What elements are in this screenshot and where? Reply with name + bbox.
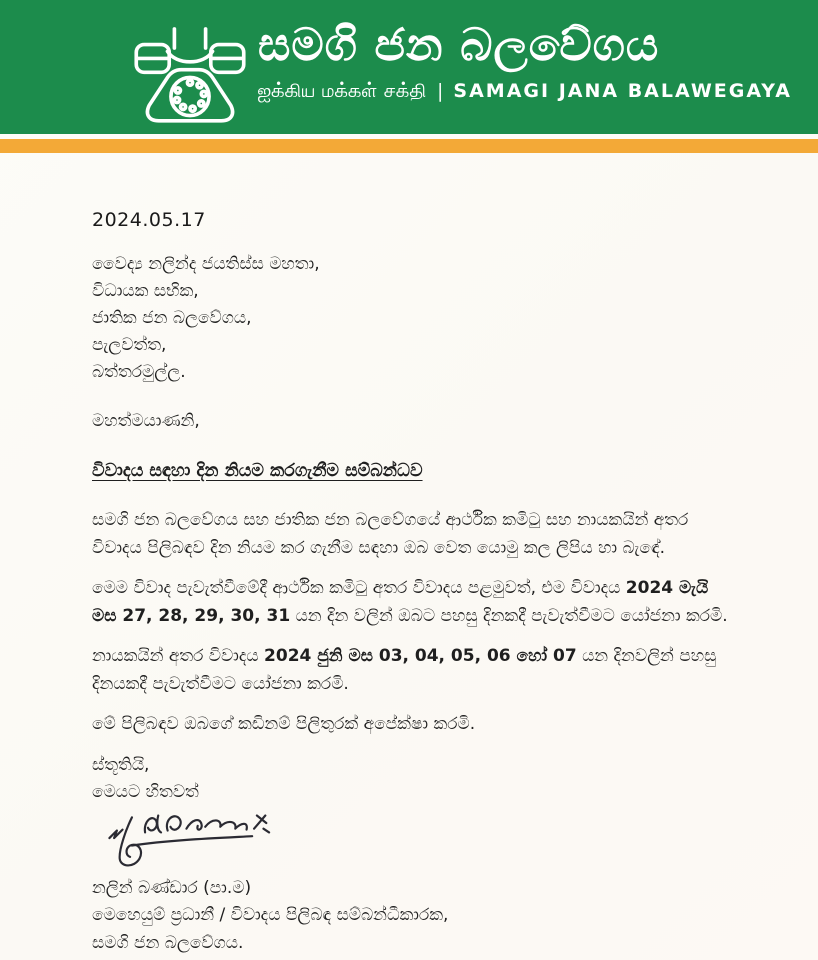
salutation: මහත්මයාණනි, [92,411,200,431]
signatory-name: නලින් බණ්ඩාර (පා.ම) [92,877,252,898]
paragraph-text: මෙම විවාද පැවැත්වීමේදී ආර්ථික කමිටු අතර විවාදය පළමුවත්, එම විවාදය [92,578,626,598]
paragraph-text: යන දින වලින් ඔබට පහසු දිනකදී පැවැත්වීමට යෝජනා කරමි. [290,605,728,626]
signatory-organization: සමගි ජන බලවේගය. [92,932,244,953]
closing-line: ස්තූතියි, [92,754,150,775]
recipient-line: ජාතික ජන බලවේගය, [92,308,252,328]
signatory-title: මෙහෙයුම් ප්‍රධානී / විවාදය පිලිබඳ සම්බන්ධීකාරක, [92,905,449,925]
closing-line: මෙයට හිතවත් [92,781,199,802]
paragraph-text-bold: 2024 මැයි මස 27, 28, 29, 30, 31 [92,578,709,626]
letter-paragraph [92,507,736,562]
recipient-line: විධායක සභික, [92,281,199,301]
letter-date: 2024.05.17 [92,209,206,231]
paragraph-text-bold: 2024 ජුනි මස 03, 04, 05, 06 හෝ 07 [264,646,577,666]
letter-paragraph [92,575,736,630]
subtitle-separator: | [437,80,444,102]
recipient-address-block [92,251,736,386]
recipient-line: බත්තරමුල්ල. [92,362,186,382]
signatory-block [92,875,736,958]
org-title-sinhala: සමගි ජන බලවේගය [258,18,660,71]
closing-block [92,752,736,806]
paragraph-text: මේ පිලිබඳව ඔබගේ කඩිනම් පිලිතුරක් අපේක්ෂා කරමි. [92,714,476,734]
letter-body [0,153,818,957]
paragraph-text: සමගි ජන බලවේගය සහ ජාතික ජන බලවේගයේ ආර්ථික කමිටු සහ නායකයින් අතර විවාදය පිලිබඳව දින නියම කර ගැනීම සඳහා ඔබ වෙත යොමු කල ලිපිය හා බැඳේ. [92,510,689,558]
header-banner [0,0,818,134]
org-title-tamil: ஐக்கிய மக்கள் சக்தி [258,80,428,102]
letter-paragraphs [92,507,736,739]
org-subtitle [258,78,792,104]
rotary-telephone-icon [126,22,254,126]
accent-stripe [0,139,818,153]
letter-paragraph [92,643,736,698]
letter-paragraph [92,711,736,739]
subject-line: විවාදය සඳහා දින නියම කරගැනීම සම්බන්ධව [92,461,423,481]
recipient-line: පැලවත්ත, [92,335,167,355]
paragraph-text: නායකයින් අතර විවාදය [92,646,265,666]
paragraph-text: යන දිනවලින් පහසු දිනයකදී පැවැත්වීමට යෝජනා කරමි. [92,646,717,694]
org-title-english: SAMAGI JANA BALAWEGAYA [453,80,792,102]
recipient-line: වෛද්‍ය නලින්ද ජයතිස්ස මහතා, [92,254,320,274]
handwritten-signature [98,808,288,870]
